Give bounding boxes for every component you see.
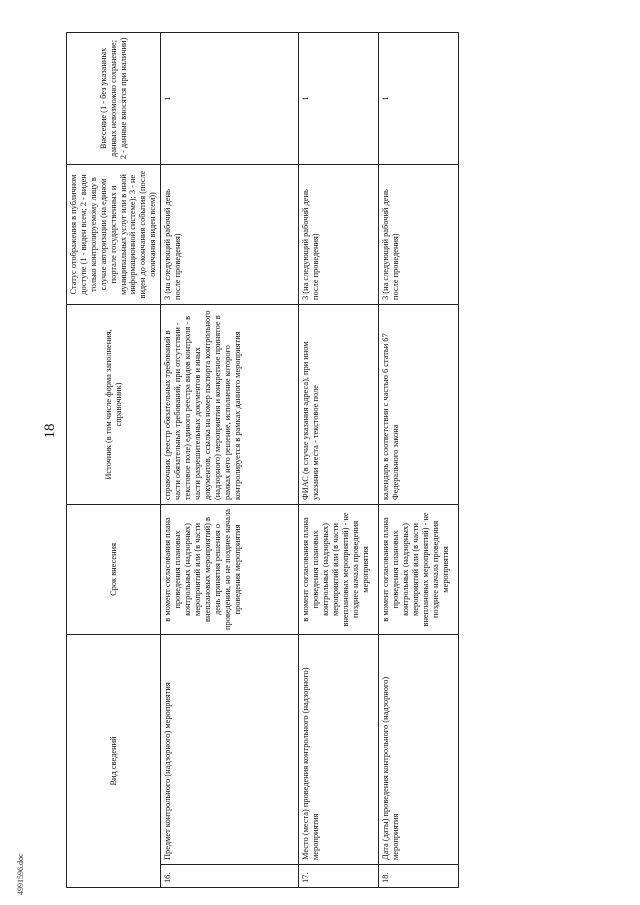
row-deadline: в момент согласования плана проведения плановых контрольных (надзорных) мероприятий или (в части внеплановых мероприятий) - не позднее начала проведения мероприятия	[299, 504, 379, 634]
row-kind: Дата (даты) проведения контрольного (надзорного) мероприятия	[379, 634, 459, 864]
table-row	[299, 32, 379, 887]
row-entry: 1	[379, 32, 459, 164]
row-entry: 1	[299, 32, 379, 164]
row-status: 3 (на следующий рабочий день после проведения)	[379, 164, 459, 304]
row-status: 3 (на следующий рабочий день после проведения)	[161, 164, 299, 304]
row-number: 16.	[161, 865, 299, 888]
header-status: Статус отображения в публичном доступе (1 - виден всем; 2 - виден только контролируемому лицу в случае авторизации (на едином портале государственных и муниципальных услуг или в иной информационной системе); 3 - не виден до окончания события (после окончания виден всем))	[67, 164, 161, 304]
row-deadline: в момент согласования плана проведения плановых контрольных (надзорных) мероприятий или (в части внеплановых мероприятий) - не позднее начала проведения мероприятия	[379, 504, 459, 634]
table-row	[161, 32, 299, 887]
row-entry: 1	[161, 32, 299, 164]
row-source: календарь в соответствии с частью 6 статьи 67 Федерального закона	[379, 304, 459, 504]
header-source: Источник (в том числе форма заполнения, справочник)	[67, 304, 161, 504]
header-deadline: Срок внесения	[67, 504, 161, 634]
table-row	[379, 32, 459, 887]
header-entry: Внесение (1 - без указанных данных невозможно сохранение; 2 - данные вносятся при наличии)	[67, 32, 161, 164]
row-deadline: в момент согласования плана проведения плановых контрольных (надзорных) мероприятий или (в части внеплановых мероприятий) в день принятия решения о проведении, но не позднее начала проведения мероприятия	[161, 504, 299, 634]
footer-filename: 4991596.doc	[16, 853, 25, 895]
table-header-row	[67, 32, 161, 887]
header-kind: Вид сведений	[67, 634, 161, 887]
requirements-table	[66, 32, 459, 888]
page-number: 18	[42, 423, 58, 439]
row-source: ФИАС (в случае указания адреса), при ином указании места - текстовое поле	[299, 304, 379, 504]
row-kind: Предмет контрольного (надзорного) мероприятия	[161, 634, 299, 864]
row-number: 18.	[379, 865, 459, 888]
row-status: 3 (на следующий рабочий день после проведения)	[299, 164, 379, 304]
row-kind: Место (места) проведения контрольного (надзорного) мероприятия	[299, 634, 379, 864]
rotated-table-container	[66, 33, 450, 888]
row-source: справочник (реестр обязательных требований в части обязательных требований, при отсутствии - текстовое поле) единого реестра видов контроля - в части разрешительных документов и иных документов, ссылка на номер паспорта контрольного (надзорного) мероприятия и конкретное принятое в рамках него решение, исполнение которого контролируется в рамках данного мероприятия	[161, 304, 299, 504]
row-number: 17.	[299, 865, 379, 888]
